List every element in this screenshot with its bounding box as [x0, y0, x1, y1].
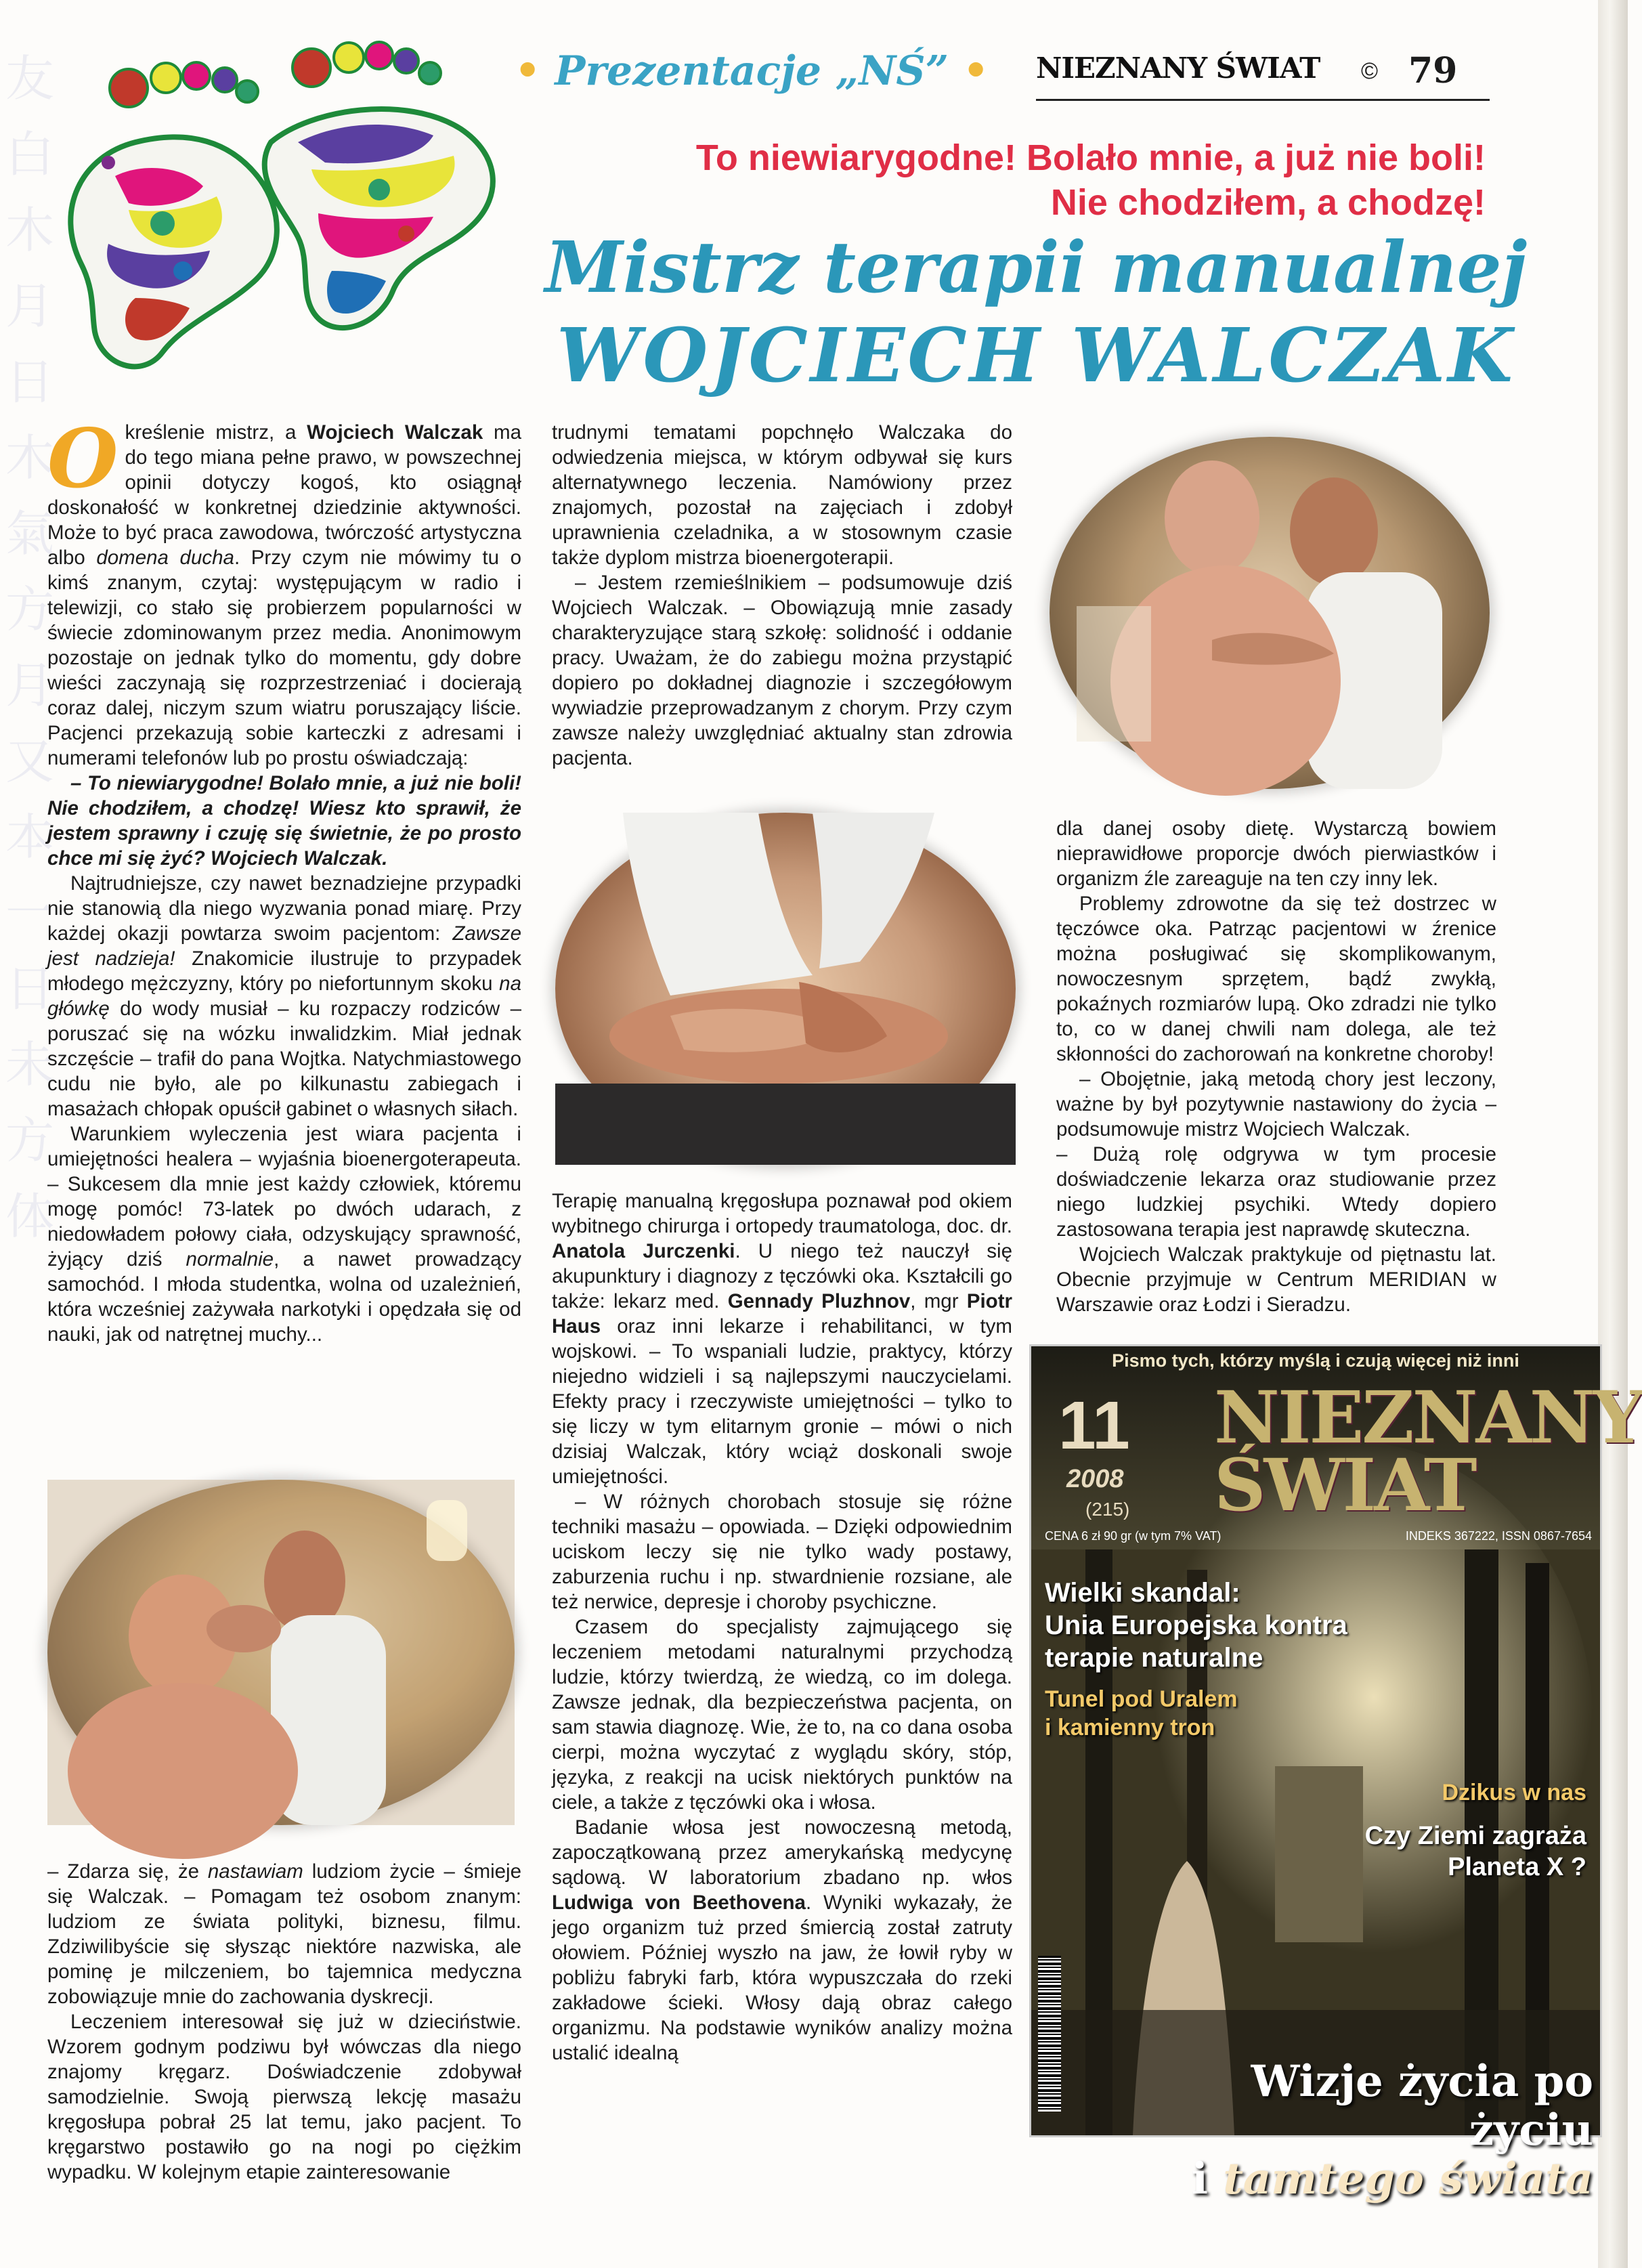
emphasis: nastawiam: [207, 1860, 303, 1883]
cover-issue-sequence: (215): [1085, 1499, 1130, 1520]
text-run: . U niego też nauczył się akupunktury i diagnozy z tęczówki oka. Kształcili go także: lekarz med.: [552, 1240, 1013, 1312]
emphasis: Zawsze jest nadzieja!: [47, 922, 521, 970]
emphasis: normalnie: [186, 1248, 274, 1270]
cover-blurb-planet-x: [1365, 1820, 1586, 1883]
cover-blurb-savage: Dzikus w nas: [1442, 1780, 1586, 1805]
photo-neck-treatment: [47, 1480, 515, 1825]
person-name: Ludwiga von Beethovena: [552, 1891, 806, 1914]
text-run: i: [1191, 2154, 1224, 2204]
headline-kicker: [696, 135, 1486, 225]
bullet-dot-right: •: [949, 47, 989, 95]
running-head-magazine: NIEZNANY ŚWIAT: [1036, 51, 1320, 85]
cover-issue-number: 11: [1058, 1388, 1130, 1463]
paragraph: – Dużą rolę odgrywa w tym procesie doświadczenie lekarza oraz studiowanie przez niego ludzkiej psychiki. Wtedy dopiero zastosowana terapia jest naprawdę skuteczna.: [1056, 1143, 1496, 1241]
text-run: Warunkiem wyleczenia jest wiara pacjenta i umiejętności healera – wyjaśnia bioenergoterapeuta. – Sukcesem dla mnie jest każdy człowiek, któremu mogę pomóc! 73-latek po dwóch udarach, z niedowładem połowy ciała, odzyskujący sprawność, żyjący dziś: [47, 1123, 521, 1270]
blurb-line: Tunel pod Uralem: [1045, 1686, 1238, 1712]
text-run: Terapię manualną kręgosłupa poznawał pod okiem wybitnego chirurga i ortopedy traumatologa, doc. dr.: [552, 1190, 1012, 1237]
blurb-line: Wielki skandal:: [1045, 1578, 1240, 1608]
paragraph: [47, 871, 521, 1121]
toe-circles: [110, 42, 441, 107]
paragraph: Problemy zdrowotne da się też dostrzec w tęczówce oka. Patrząc pacjentowi w źrenice można posługiwać się skomplikowanym, nowoczesnym sprzętem, bądź zwykłą, pokaźnych rozmiarów lupą. Oko zdradzi nie tylko to, co w danej chwili nam dolega, ale też skłonności do zachorowań na konkretne choroby!: [1056, 893, 1496, 1065]
paragraph: – Jestem rzemieślnikiem – podsumowuje dziś Wojciech Walczak. – Obowiązują mnie zasady charakteryzujące starą szkołę: solidność i oddanie pracy. Uważam, że do zabiegu można przystąpić dopiero po dokładnej diagnozie i szczegółowym wywiadzie przeprowadzanym z chorym. Przy czym zawsze należy uwzględniać aktualny stan zdrowia pacjenta.: [552, 572, 1012, 769]
text-run: oraz inni lekarze i rehabilitanci, w tym wojskowi. – To wspaniali ludzie, praktycy, którzy niejedno widzieli i są najlepszymi nauczycielami. Efekty pracy i rzeczywiste umiejętności – tylko to się liczy w tym elitarnym gronie – mówi o nich dzisiaj Walczak, który wciąż doskonali swoje umiejętności.: [552, 1315, 1012, 1488]
paragraph: – W różnych chorobach stosuje się różne techniki masażu – opowiada. – Dzięki odpowiednim uciskom leczy się nie tylko wady postawy, zaburzenia ruchu i np. stwardnienie rozsiane, ale też nerwice, depresje i choroby psychiczne.: [552, 1491, 1012, 1613]
emphasis: na główkę: [47, 972, 521, 1020]
header-rule: [1036, 99, 1490, 101]
paragraph: – Obojętnie, jaką metodą chory jest leczony, ważne by był pozytywnie nastawiony do życia – podsumowuje mistrz Wojciech Walczak.: [1056, 1068, 1496, 1140]
text-run: Najtrudniejsze, czy nawet beznadziejne przypadki nie stanowią dla niego wyzwania ponad miarę. Przy każdej okazji powtarza swoim pacjentom:: [47, 872, 521, 945]
text-run: . Wyniki wykazały, że jego organizm tuż przed śmiercią został zatruty ołowiem. Później wyszło na jaw, że łowił ryby w pobliżu fabryki farb, która wypuszczała do rzeki zakładowe ścieki. Włosy dają obraz całego organizmu. Na podstawie wyników analizy można ustalić idealną: [552, 1891, 1013, 2064]
person-name: Gennady Pluzhnov: [727, 1290, 911, 1312]
cover-year: 2008: [1066, 1465, 1124, 1493]
paragraph: [47, 1121, 521, 1347]
cover-blurb-tunnel: [1045, 1685, 1238, 1742]
cover-headline-line-1: Wizje życia po życiu: [1251, 2056, 1593, 2156]
article-column-1: [47, 411, 521, 1347]
person-name: Piotr Haus: [552, 1290, 1012, 1338]
article-column-2: [552, 420, 1012, 771]
article-column-3: [1056, 816, 1496, 1317]
cover-index-issn: INDEKS 367222, ISSN 0867-7654: [1405, 1529, 1592, 1543]
left-foot: [70, 137, 277, 366]
masthead-line-1: NIEZNANY: [1214, 1375, 1642, 1459]
emphasis: tamtego świata: [1223, 2154, 1593, 2204]
paragraph: trudnymi tematami popchnęło Walczaka do odwiedzenia miejsca, w którym odbywał się kurs alternatywnego leczenia. Namówiony przez znajomych, pozostał na zajęciach i zdobył uprawnienia czeladnika, a w stosownym czasie także dyplom mistrza bioenergoterapii.: [552, 421, 1012, 569]
masthead-line-2: ŚWIAT: [1214, 1442, 1475, 1527]
section-label: [515, 47, 989, 95]
copyright-mark: ©: [1361, 58, 1379, 84]
text-run: ludziom życie – śmieje się Walczak. – Pomagam też osobom znanym: ludziom ze świata polityki, biznesu, filmu. Zdziwilibyście się słysząc niektóre nazwiska, ale pominę je milczeniem, bo tajemnica medyczna zobowiązuje mnie do zachowania dyskrecji.: [47, 1860, 521, 2008]
text-run: do wody musiał – ku rozpaczy rodziców – poruszać się na wózku inwalidzkim. Miał jednak szczęście – trafił do pana Wojtka. Natychmiastowego cudu nie było, ale po kilkunastu zabiegach i masażach chłopak opuścił gabinet o własnych siłach.: [47, 998, 521, 1120]
paragraph: [47, 411, 521, 771]
pull-quote: – To niewiarygodne! Bolało mnie, a już nie boli! Nie chodziłem, a chodzę! Wiesz kto sprawił, że jestem sprawny i czuję się świetnie, że po prosto chce mi się żyć? Wojciech Walczak.: [47, 772, 521, 870]
paragraph: Czasem do specjalisty zajmującego się leczeniem metodami naturalnymi przychodzą ludzie, którzy twierdzą, że wiedzą, co im dolega. Zawsze jednak, dla bezpieczeństwa pacjenta, on sam stawia diagnozę. Wie, że to, na co dana osoba cierpi, można wyczytać z wyglądu skóry, stóp, języka, z reakcji na ucisk niektórych punktów na ciele, a także z tęczówki oka i włosa.: [552, 1616, 1012, 1814]
right-foot: [265, 109, 493, 328]
blurb-line: Unia Europejska kontra: [1045, 1610, 1347, 1640]
magazine-cover-thumbnail: [1029, 1344, 1642, 2204]
kicker-line-2: Nie chodziłem, a chodzę!: [1050, 182, 1486, 223]
page-number: 79: [1408, 50, 1458, 91]
kicker-line-1: To niewiarygodne! Bolało mnie, a już nie boli!: [695, 137, 1486, 178]
blurb-line: Planeta X ?: [1448, 1853, 1586, 1881]
text-run: , a nawet prowadzący samochód. I młoda studentka, wolna od uzależnień, która wcześniej zażywała narkotyki i opędzała się od nauki, jak od natrętnej muchy...: [47, 1248, 521, 1346]
emphasis: domena ducha: [96, 547, 234, 569]
photo-chest-hold-scene: [1050, 437, 1490, 789]
cover-slogan: Pismo tych, którzy myślą i czują więcej niż inni: [1112, 1350, 1519, 1371]
text-run: Badanie włosa jest nowoczesną metodą, zapoczątkowaną przez amerykańską medycynę sądową. W laboratorium zbadano np. włos: [552, 1816, 1012, 1889]
reflexology-feet-illustration: [27, 41, 515, 379]
article-column-2-continued: [552, 1189, 1012, 2066]
bullet-dot-left: •: [515, 47, 555, 95]
text-run: ma do tego miana pełne prawo, w powszechnej opinii dotyczy kogoś, kto osiągnął doskonałość w konkretnej dziedzinie aktywności. Może to być praca zawodowa, twórczość artystyczna albo: [47, 421, 521, 569]
photo-back-massage: [555, 813, 1016, 1165]
paragraph: [47, 1859, 521, 2009]
cover-masthead: [1214, 1375, 1642, 1527]
blurb-line: terapie naturalne: [1045, 1643, 1263, 1673]
text-run: kreślenie mistrz, a: [125, 421, 307, 444]
text-run: – Zdarza się, że: [47, 1860, 208, 1883]
photo-chest-hold: [1050, 437, 1490, 789]
drop-cap: O: [47, 411, 118, 507]
article-headline: [528, 223, 1544, 400]
person-name: Wojciech Walczak: [307, 421, 483, 444]
cover-blurb-scandal: [1045, 1577, 1347, 1674]
paragraph: Wojciech Walczak praktykuje od piętnastu lat. Obecnie przyjmuje w Centrum MERIDIAN w Warszawie oraz Łodzi i Sieradzu.: [1056, 1243, 1496, 1316]
cover-headline-line-2: [1133, 2155, 1593, 2204]
section-label-text: Prezentacje „NŚ”: [555, 47, 949, 95]
paragraph: Leczeniem interesował się już w dzieciństwie. Wzorem godnym podziwu był wówczas dla niego znajomy kręgarz. Doświadczenie zdobywał samodzielnie. Swoją pierwszą lekcję masażu kręgosłupa pobrał 25 lat temu, jako pacjent. To kręgarstwo postawiło go na nogi po ciężkim wypadku. W kolejnym etapie zainteresowanie: [47, 2011, 521, 2183]
person-name: Anatola Jurczenki: [552, 1240, 735, 1262]
paragraph: dla danej osoby dietę. Wystarczą bowiem nieprawidłowe proporcje dwóch pierwiastków i organizm źle zareaguje na ten czy inny lek.: [1056, 817, 1496, 890]
kanji-watermark: 友 白 木 月 日 木 氣 方 月 又 本 一 日 未 方 体: [5, 50, 55, 1245]
headline-line-1: Mistrz terapii manualnej: [544, 226, 1528, 309]
headline-line-2: WOJCIECH WALCZAK: [556, 312, 1515, 399]
text-run: Znakomicie ilustruje to przypadek młodego mężczyzny, który po niefortunnym skoku: [47, 947, 521, 995]
cover-main-headline: [1133, 2057, 1593, 2204]
text-run: , mgr: [910, 1290, 967, 1312]
paragraph: [552, 1815, 1012, 2066]
photo-back-massage-scene: [555, 813, 1016, 1165]
article-column-1-continued: [47, 1859, 521, 2185]
blurb-line: i kamienny tron: [1045, 1715, 1215, 1740]
blurb-line: Czy Ziemi zagraża: [1364, 1822, 1586, 1850]
cover-barcode: [1038, 1956, 1061, 2112]
cover-price: CENA 6 zł 90 gr (w tym 7% VAT): [1045, 1529, 1222, 1543]
photo-neck-treatment-scene: [47, 1480, 515, 1825]
text-run: . Przy czym nie mówimy tu o kimś znanym, czytaj: występującym w radio i telewizji, co stało się probierzem popularności w świecie zdominowanym przez media. Anonimowym pozostaje on jednak tylko do momentu, gdy dobre wieści zaczynają się rozprzestrzeniać i docierają coraz dalej, niczym szum wiatru poruszający liście. Pacjenci przekazują sobie karteczki z adresami i numerami telefonów lub po prostu oświadczają:: [47, 547, 521, 769]
paragraph: [552, 1189, 1012, 1489]
page-spine-shadow: [1598, 0, 1628, 2268]
